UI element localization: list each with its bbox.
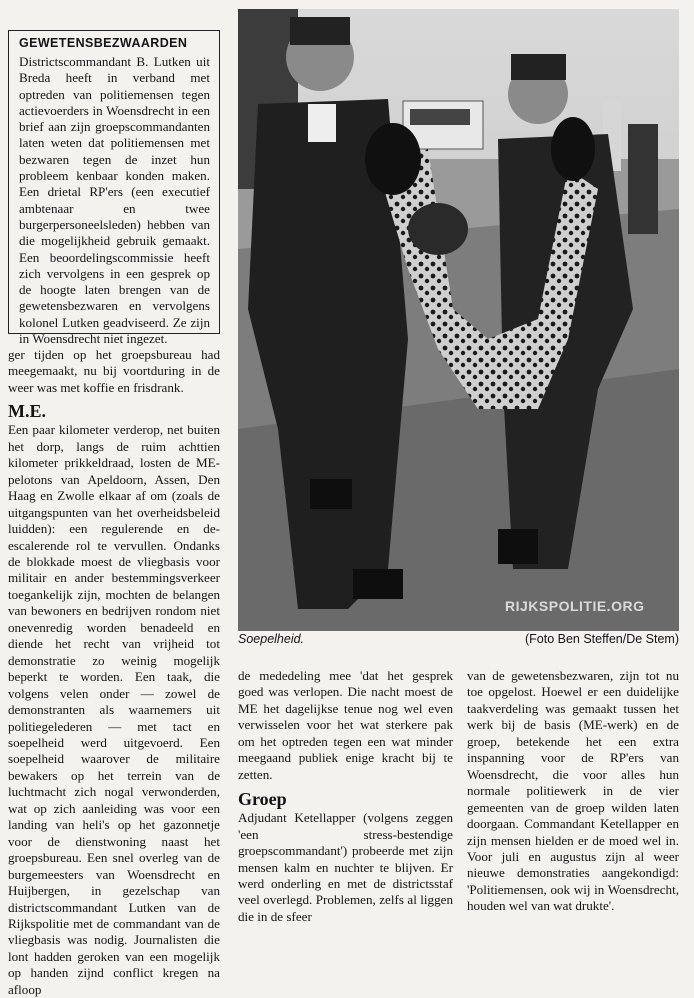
column-3-body: van de gewetensbezwaren, zijn tot nu toe opgelost. Hoewel er een duidelijke taakverdeling was gemaakt tussen het werk bij de basis (ME-werk) en de groep, betekende het een extra inspanning voor de RP'ers van Woensdrecht, die voor alles hun normale politiewerk in de vier gemeenten van de groep wilden laten doorgaan. Commandant Ketellapper en zijn mensen hielden er de moed wel in. Voor juli en augustus zijn al weer nieuwe demonstraties aangekondigd: 'Politiemensen, ook wij in Woensdrecht, houden wel van wat drukte'. — [467, 668, 679, 914]
column-1-body: Een paar kilometer verderop, net buiten het dorp, langs de ruim achttien kilometer prikkeldraad, losten de ME-pelotons van Apeldoorn, Assen, Den Haag en Zwolle elkaar af om (zoals de uitgangspunten van het overheidsbeleid luidden): een regulerende en de-escalerende rol te vervullen. Ondanks de blokkade moest de vliegbasis voor militair en ander bestemmingsverkeer toegankelijk zijn, mochten de belangen van bewoners en bedrijven rondom niet onevenredig worden benadeeld en diende het recht van vrijheid tot demonstratie zo weinig mogelijk beperkt te worden. Een taak, die volgens velen onder — zowel de demonstranten als waarnemers uit politiegelederen — met tact en soepelheid werd uitgevoerd. Een soepelheid waarover de militaire bewakers op het terrein van de luchtmacht zich nogal verwonderden, wat op zich aanleiding was voor een landing van heli's op het gazonnetje voor de dienstwoning naast het groepsbureau. Een snel overleg van de burgemeesters van Woensdrecht en Huijbergen, in gezelschap van districtscommandant Lutken van de Rijkspolitie met de commandant van de vliegbasis was nodig. Journalisten die lont hadden geroken van een mogelijk op handen zijnd conflict kregen na afloop — [8, 422, 220, 997]
column-2 — [238, 668, 453, 925]
news-photo — [238, 9, 679, 631]
column-1-intro: ger tijden op het groepsbureau had meegemaakt, nu bij voortduring in de weer was met koffie en frisdrank. — [8, 347, 220, 395]
column-2-body2: Adjudant Ketellapper (volgens zeggen 'een stress-bestendige groepscommandant') probeerde met zijn mensen kalm en nuchter te blijven. Er werd onderling en met de districtsstaf veel overlegd. Problemen, zelfs al liggen die in de sfeer — [238, 810, 453, 924]
column-1 — [8, 347, 220, 998]
photo-illustration — [238, 9, 679, 631]
column-3 — [467, 668, 679, 915]
section-heading-me: M.E. — [8, 401, 46, 422]
sidebar-box — [8, 30, 220, 347]
photo-credit: (Foto Ben Steffen/De Stem) — [524, 632, 679, 646]
box-title: GEWETENSBEZWAARDEN — [19, 36, 188, 50]
box-body: Districtscommandant B. Lutken uit Breda heeft in verband met optreden van politiemensen tegen actievoerders in Woensdrecht in een brief aan zijn groepscommandanten laten weten dat politiemensen met bezwaren tegen de inzet hun probleem kenbaar konden maken. Een drietal RP'ers (een executief ambtenaar en twee burgerpersoneelsleden) hebben van die mogelijkheid gebruik gemaakt. Een beoordelingscommissie heeft zich vervolgens in een gesprek op de hoogte laten brengen van de gewetensbezwaren en vervolgens kolonel Lutken geadviseerd. Ze zijn in Woensdrecht niet ingezet. — [19, 54, 210, 347]
watermark: RIJKSPOLITIE.ORG — [505, 598, 645, 614]
section-heading-groep: Groep — [238, 789, 287, 810]
photo-caption: Soepelheid. — [238, 632, 305, 646]
column-2-body: de mededeling mee 'dat het gesprek goed was verlopen. Die nacht moest de ME het dagelijkse tenue nog wel even verwisselen voor het wat sterkere pak om het optreden tegen een wat minder meegaand publiek enige kracht bij te zetten. — [238, 668, 453, 782]
